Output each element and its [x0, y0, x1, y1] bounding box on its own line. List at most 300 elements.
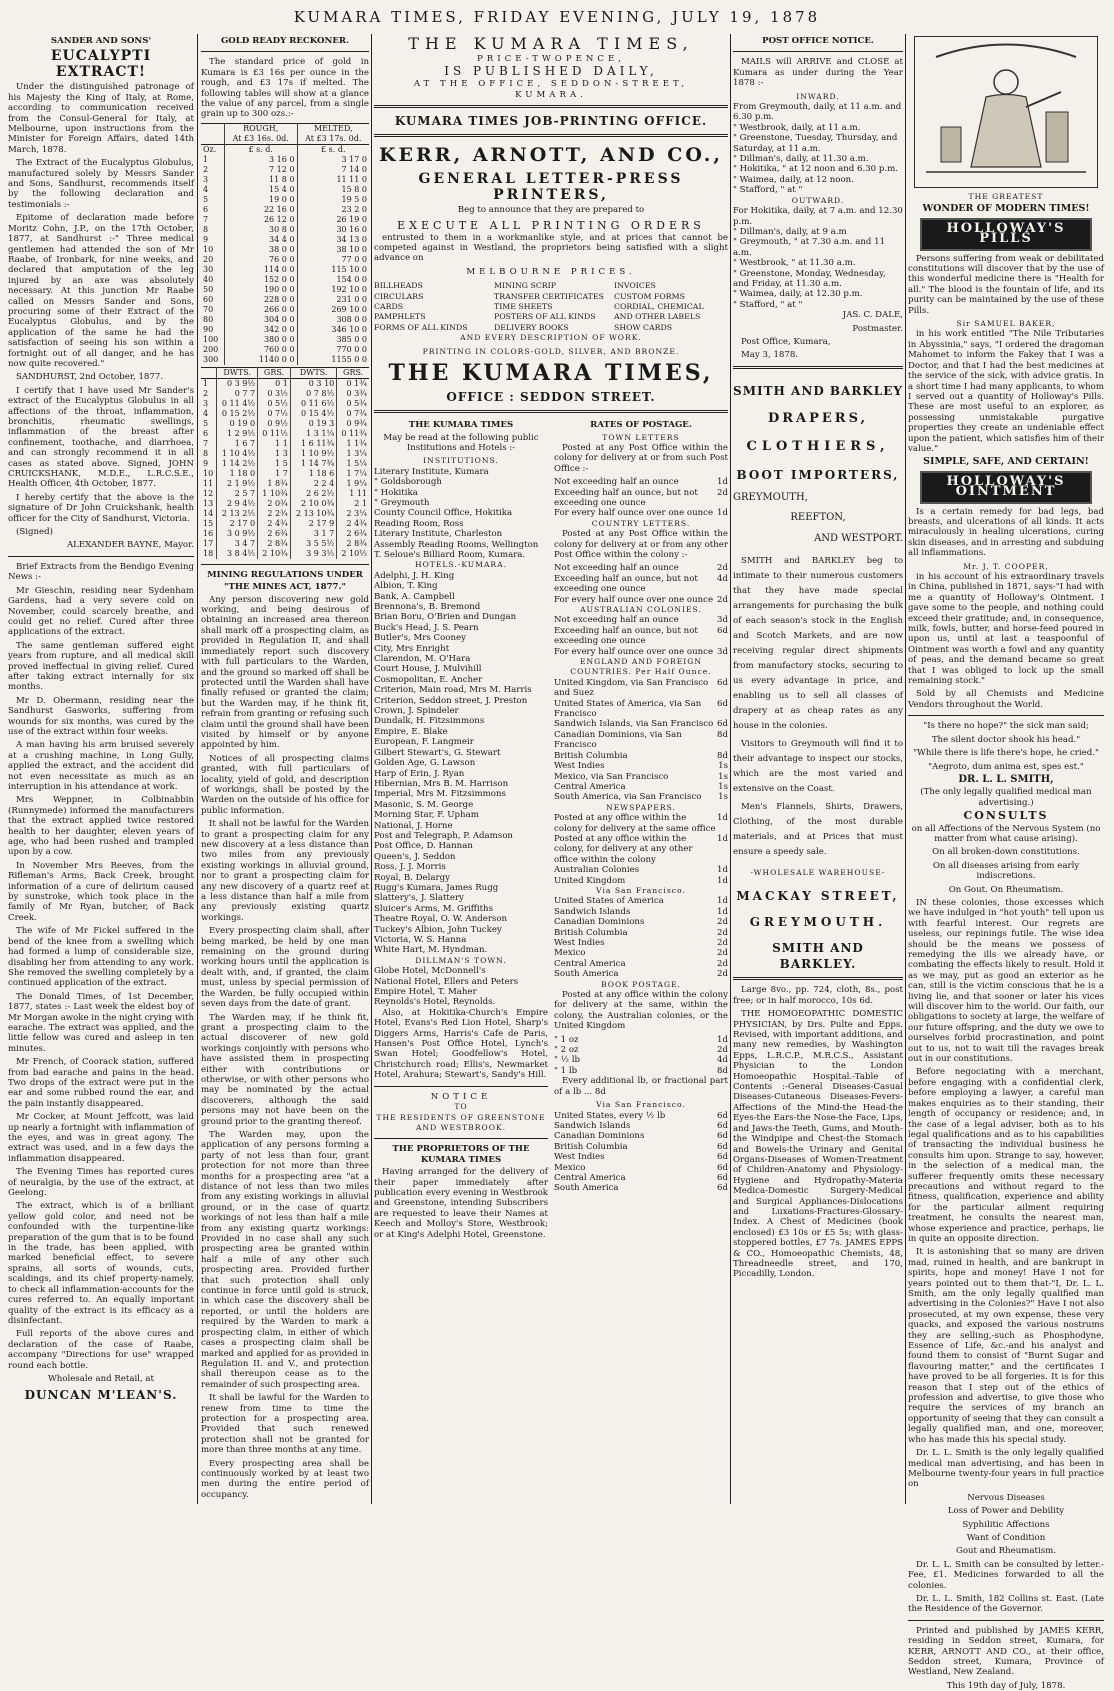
rate-row — [554, 730, 728, 751]
rate-value: 1d — [717, 477, 728, 488]
paper-price: PRICE-TWOPENCE, — [476, 54, 626, 64]
quote-line: "While there is life there's hope, he cried." — [913, 748, 1099, 759]
table-row — [201, 275, 369, 285]
section-heading: POST OFFICE NOTICE. — [762, 36, 874, 46]
paragraph: in his account of his extraordinary travels in China, published in 1871, says-"I had with me a quantity of Holloway's Ointment. I gave some to the people, and nothing could exceed their gratitude; and, in consequence, milk, fowls, butter, and horse-feed poured in upon us, until at last a teaspoonful of Ointment was worth a fowl and any quantity of peas, and the demand became so great that I was obliged to lock up the small remaining stock." — [908, 572, 1104, 687]
rate-value: 6d — [717, 1162, 728, 1173]
hotel-item: European, F. Langmeir — [374, 737, 474, 748]
hygeia-illustration — [914, 36, 1098, 188]
table-cell: 2 10 0¾ — [290, 499, 336, 509]
paragraph: The wife of Mr Fickel suffered in the bend of the knee from a swelling which had formed a lump of considerable size, disabling her from attending to any work. She removed the swelling completely by a continued application of the extract. — [8, 926, 194, 989]
subheading: AUSTRALIAN COLONIES. — [580, 605, 702, 614]
table-row-label: 14 — [203, 508, 214, 518]
rate-row — [554, 1066, 728, 1076]
mail-schedule-item: " Hokitika, " at 12 noon and 6.30 p.m. — [733, 164, 898, 175]
section-heading: RATES OF POSTAGE. — [590, 420, 692, 431]
rate-label: Posted at any office within the colony, for delivery at any other office within the colony — [554, 833, 693, 865]
divider — [201, 564, 369, 565]
divider — [733, 366, 903, 369]
job-printing-heading: KUMARA TIMES JOB-PRINTING OFFICE. — [394, 114, 708, 129]
rate-value: 1d — [717, 896, 728, 907]
paragraph: It is astonishing that so many are driven mad, ruined in health, and are bankrupt in spirits, hope and money! Have I not for years pointed out to them that-"I, Dr. L. L. Smith, am the only legally qualified man advertising in the Colonies?" Have I not also prosecuted, at my own expense, these very quacks, and exposed the various nostrums they are selling,-such as Phosphodyne, Essence of Life, &c.-and his analyst and found them to consist of "Burnt Sugar and flavouring matter," and the certificates I have proved to be all forgeries. It is for this reason that I step out of the ethics of profession and advertise, to give those who require the services of my branch an opportunity of seeing that they can consult a legally qualified man, and one, moreover, who has made this his special study. — [908, 1247, 1104, 1445]
column-gold-reckoner — [201, 34, 369, 1504]
table-cell: 1 10 4½ — [217, 449, 258, 459]
hotel-item: Albion, T. King — [374, 581, 438, 592]
mail-schedule-item: For Hokitika, daily, at 7 a.m. and 12.30 p.m. — [733, 206, 903, 227]
rate-value: 8d — [717, 1065, 728, 1076]
table-cell: 770 0 0 — [297, 345, 369, 355]
rate-row — [554, 1183, 728, 1193]
table-cell: 11 8 0 — [224, 175, 297, 185]
hotel-item: Butler's, Mrs Cooney — [374, 633, 466, 644]
paper-office-line: OFFICE : SEDDON STREET. — [446, 390, 656, 405]
rate-label: Exceeding half an ounce, but not exceeding one ounce — [554, 573, 698, 595]
mail-schedule-item: " Stafford, " at " — [733, 299, 803, 310]
paragraph: Is a certain remedy for bad legs, bad breasts, and ulcerations of all kinds. It acts miraculously in healing ulcerations, curing skin diseases, and in arresting and subduing all inflammations. — [908, 506, 1104, 559]
table-cell: 114 0 0 — [224, 265, 297, 275]
institution-item: Assembly Reading Rooms, Wellington — [374, 539, 539, 550]
column-rule — [371, 34, 372, 1504]
table-row-label: 4 — [203, 408, 209, 418]
rate-row — [554, 488, 728, 509]
table-cell: 0 11¾ — [337, 429, 369, 439]
table-row — [201, 429, 369, 439]
table-row-label: 1 — [203, 378, 209, 388]
table-cell: 0 7½ — [258, 409, 291, 419]
hotel-item: National, J. Horne — [374, 820, 453, 831]
advert-headline: SIMPLE, SAFE, AND CERTAIN! — [923, 456, 1089, 468]
table-row-label: 2 — [203, 388, 209, 398]
subheading: COUNTRY LETTERS. — [591, 518, 691, 528]
job-type-item: PAMPHLETS — [374, 312, 426, 322]
rate-label: South America — [554, 1183, 619, 1194]
table-cell: 0 15 4½ — [290, 409, 336, 419]
job-type-item: POSTERS OF ALL KINDS — [494, 312, 596, 322]
table-cell: 3 4 7 — [217, 539, 258, 549]
rate-value: 2d — [717, 917, 728, 928]
table-cell: 1 18 0 — [217, 469, 258, 479]
rate-row — [554, 615, 728, 625]
rate-label: West Indies — [554, 938, 605, 948]
table-cell: 2 13 10¾ — [290, 509, 336, 519]
table-cell: 2 17 9 — [290, 519, 336, 529]
rate-value: 1s — [718, 761, 728, 772]
drapers-line: DRAPERS, — [767, 410, 869, 426]
section-heading: MINING REGULATIONS UNDER — [207, 569, 363, 580]
table-cell: 2 4¾ — [258, 519, 291, 529]
paper-published: IS PUBLISHED DAILY, — [444, 64, 658, 79]
rate-label: Central America — [554, 958, 626, 969]
paragraph: On Gout. On Rheumatism. — [948, 884, 1064, 895]
firm-name: KERR, ARNOTT, AND CO., — [379, 144, 723, 167]
ailment-line: Gout and Rheumatism. — [955, 1546, 1057, 1557]
paragraph: Mr Gieschin, residing near Sydenham Gardens, had a very severe cold on November, could scarcely breathe, and could get no relief. Cured after three applications of the extract. — [8, 585, 194, 638]
quote-line: The silent doctor shook his head." — [931, 734, 1081, 745]
rate-value: 1d — [717, 906, 728, 917]
rate-row — [554, 782, 728, 792]
rate-label: Sandwich Islands, via San Francisco — [554, 719, 714, 730]
rate-label: South America, via San Francisco — [554, 792, 702, 803]
table-cell: 231 0 0 — [297, 295, 369, 305]
rate-label: United States of America — [554, 896, 664, 907]
table-cell: 76 0 0 — [224, 255, 297, 265]
paragraph: Any person discovering new gold working, and being desirous of obtaining an increased area thereon shall mark off a prospecting claim, as provided in Regulation II, and shall immediately report such discovery with full particulars to the Warden, and the ground so marked off shall be protected until the Warden shall have finally refused or granted the claim; but the Warden may, if he think fit, refrain from granting or refusing such claim until the ground shall have been visited by himself or by anyone appointed by him. — [201, 594, 369, 751]
paragraph: Wholesale and Retail, at — [47, 1373, 155, 1384]
table-cell: 0 15 2½ — [217, 409, 258, 419]
col-header: GRS. — [258, 367, 291, 378]
ailment-line: Syphilitic Affections — [962, 1519, 1050, 1530]
table-cell: 77 0 0 — [297, 255, 369, 265]
paragraph: Sold by all Chemists and Medicine Vendors throughout the World. — [908, 689, 1104, 710]
rate-row — [554, 959, 728, 969]
rate-value: 2d — [717, 487, 728, 498]
table-row — [201, 499, 369, 509]
paragraph: Every prospecting claim shall, after being marked, be held by one man remaining on the ground during working hours until the application is dealt with, and, if granted, the claim must, unless by special permission of the Warden, be fully occupied within seven days from the date of grant. — [201, 926, 369, 1010]
rate-row — [554, 865, 728, 875]
col-header: MELTED, — [313, 123, 353, 133]
rate-value: 6d — [717, 1141, 728, 1152]
table-row-label: 13 — [203, 498, 214, 508]
table-row-label: 30 — [203, 264, 214, 274]
rate-label: Not exceeding half an ounce — [554, 563, 679, 574]
job-types-grid — [374, 281, 728, 333]
hotel-item: Criterion, Main road, Mrs M. Harris — [374, 685, 532, 696]
paragraph: Before negociating with a merchant, before engaging with a confidential clerk, before employing a lawyer, a careful man makes enquiries as to their standing, their length of occupancy or residence; and, in the case of a legal adviser, both as to his legal qualifications and as to his capabilities of transacting the individual business he consults him upon. Strange to say, however, in the selection of a medical man, the sufferer frequently omits these necessary precautions and without regard to the fitness, qualification, experience and ability for the particular ailment requiring treatment, he consults the nearest man, whose experience and practice, perhaps, lie in quite an opposite direction. — [908, 1067, 1104, 1244]
table-cell: 19 5 0 — [297, 195, 369, 205]
quote-line: "Is there no hope?" the sick man said; — [923, 721, 1089, 732]
column-rule — [197, 34, 198, 1504]
table-row-label: 9 — [203, 458, 209, 468]
rate-label: British Columbia — [554, 750, 628, 761]
table-cell: 2 4¾ — [337, 519, 369, 529]
table-cell: 0 9¾ — [337, 419, 369, 429]
rate-label: South America — [554, 969, 619, 980]
signature-line: JAS. C. DALE, — [842, 310, 903, 321]
table-cell: 1 5¼ — [337, 459, 369, 469]
subheading: Via San Francisco. — [596, 885, 686, 895]
table-cell: 380 0 0 — [224, 335, 297, 345]
street-line: MACKAY STREET, — [736, 889, 900, 904]
execute-line: EXECUTE ALL PRINTING ORDERS — [397, 218, 705, 232]
imprint: Printed and published by JAMES KERR, residing in Seddon street, Kumara, for KERR, ARNOTT AND CO., at their office, Seddon street, Kumara, Province of Westland, New Zealand. — [908, 1625, 1104, 1678]
column-holloway-and-smith — [908, 34, 1104, 1691]
rate-value: 1s — [718, 781, 728, 792]
rate-value: 2d — [717, 938, 728, 948]
job-type-item: CUSTOM FORMS — [614, 291, 685, 301]
table-row — [201, 205, 369, 215]
table-cell: 7 12 0 — [224, 165, 297, 175]
signature-line: Postmaster. — [852, 323, 903, 334]
job-type-item: CIRCULARS — [374, 291, 424, 301]
table-cell: 342 0 0 — [224, 325, 297, 335]
rate-label: " 1 lb — [554, 1065, 578, 1076]
rate-label: United States of America, via San Francisco — [554, 698, 702, 720]
table-row-label: 4 — [203, 184, 209, 194]
rate-value: 1d — [717, 875, 728, 886]
rate-value: 3d — [717, 615, 728, 626]
paragraph: The Warden may, if he think fit, grant a prospecting claim to the actual discoverer of new gold workings conjointly with persons who have assisted them in prospecting either with contributions or otherwise, or with other persons who may be nominated by the actual discoverers, although the said persons may not have been on the ground prior to the granting thereof. — [201, 1012, 369, 1127]
paragraph: Mr D. Obermann, residing near the Sandhurst Gasworks, suffering from wounds for six months, was cured by the use of the extract within four weeks. — [8, 695, 194, 737]
paragraph: On all diseases arising from early indiscretions. — [932, 860, 1080, 882]
quote-line: "Aegroto, dum anima est, spes est." — [928, 761, 1084, 772]
hotel-item: Bank, A. Campbell — [374, 591, 455, 602]
table-cell: 19 0 0 — [224, 195, 297, 205]
table-cell: 11 11 0 — [297, 175, 369, 185]
table-cell: 38 10 0 — [297, 245, 369, 255]
subheading: Via San Francisco. — [596, 1100, 686, 1110]
table-cell: 1155 0 0 — [297, 355, 369, 365]
rate-value: 3d — [717, 646, 728, 657]
hotel-item: National Hotel, Ellers and Peters — [374, 976, 519, 987]
table-row — [201, 215, 369, 225]
table-row — [201, 175, 369, 185]
mail-schedule-item: From Greymouth, daily, at 11 a.m. and 6.30 p.m. — [733, 102, 902, 123]
divider — [374, 1138, 548, 1139]
paragraph: MAILS will ARRIVE and CLOSE at Kumara as under during the Year 1878 :- — [733, 57, 903, 89]
consults-heading: CONSULTS — [963, 809, 1049, 823]
paragraph: Mr French, of Coorack station, suffered from bad earache and pains in the head. Two drops of the extract were put in the ear and some rubbed round the ear, and the pain instantly disappeared. — [8, 1057, 194, 1109]
paragraph: Dr. L. L. Smith can be consulted by letter.-Fee, £1. Medicines forwarded to all the colonies. — [908, 1559, 1104, 1591]
rate-row — [554, 907, 728, 917]
paragraph: A man having his arm bruised severely at a crushing machine, in Long Gully, applied the extract, and the accident did not even necessitate as much as an interruption in his attendance at work. — [8, 740, 194, 792]
table-row-label: 8 — [203, 448, 209, 458]
paragraph: Having arranged for the delivery of their paper immediately after publication every evening in Westbrook and Greenstone, intending Subscribers are requested to leave their Names at Keech and Molloy's Store, Westbrook; or at King's Adelphi Hotel, Greenstone. — [374, 1167, 548, 1240]
paragraph: THE HOMOEOPATHIC DOMESTIC PHYSICIAN, by Drs. Pulte and Epps. Revised, with important additions, and many new remedies, by Washington Epps, L.R.C.P., M.R.C.S., Assistant Physician to the London Homoeopathic Hospital.-Table of Contents :-General Diseases-Casual Diseases-Cutaneous Diseases-Fevers-Affections of the Mind-the Head-the Eyes-the Ears-the Nose-the Face, Lips, and Jaws-the Teeth, Gums, and Mouth-the Windpipe and Chest-the Stomach and Bowels-the Urinary and Genital Organs-Diseases of Women-Treatment of Children-Anatomy and Physiology-Hygiene and Hydropathy-Materia Medica-Domestic Surgery-Medical and Surgical Appliances-Dislocations and Luxations-Fractures-Glossary-Index. A Chest of Medicines (book enclosed) £3 10s or £5 5s; with glass-stoppered bottles, £7 7s. JAMES EPPS & CO., Homoeopathic Chemists, 48, Threadneedle street, and 170, Piccadilly, London. — [733, 1009, 903, 1280]
table-row-label: 6 — [203, 428, 209, 438]
rate-value: 6d — [717, 719, 728, 730]
rate-label: British Columbia — [554, 927, 628, 938]
table-cell: 1 14 2½ — [217, 459, 258, 469]
hotel-item: Empire, E. Blake — [374, 726, 448, 737]
paragraph: The standard price of gold in Kumara is £3 16s per ounce in the rough, and £3 17s if melted. The following tables will show at a glance the value of any parcel, from a single grain up to 300 ozs.:- — [201, 57, 369, 120]
melbourne-prices: MELBOURNE PRICES. — [466, 266, 636, 277]
table-cell: 1 10 9½ — [290, 449, 336, 459]
hotel-item: Victoria, W. S. Hanna — [374, 935, 467, 945]
hotel-item: Queen's, J. Seddon — [374, 851, 456, 862]
table-cell: 1 8¾ — [258, 479, 291, 489]
table-cell: 22 16 0 — [224, 205, 297, 215]
paragraph: Visitors to Greymouth will find it to their advantage to inspect our stocks, which are the most varied and extensive on the Coast. — [733, 739, 903, 794]
table-cell: 266 0 0 — [224, 305, 297, 315]
rate-value: 1s — [718, 792, 728, 803]
col-header: DWTS. — [217, 367, 258, 378]
notice-heading: NOTICE — [430, 1091, 492, 1102]
rate-value: 2d — [717, 969, 728, 980]
subheading: INSTITUTIONS. — [423, 456, 499, 466]
table-cell: 3 5 5½ — [290, 539, 336, 549]
ailment-line: Want of Condition — [966, 1532, 1046, 1543]
advert-title: EUCALYPTI EXTRACT! — [50, 48, 152, 81]
table-cell: 3 17 0 — [297, 155, 369, 165]
column-rule — [905, 34, 906, 1504]
table-row-label: 300 — [203, 354, 219, 364]
table-cell: 26 12 0 — [224, 215, 297, 225]
paragraph: Also, at Hokitika-Church's Empire Hotel, Evans's Red Lion Hotel, Sharp's Diggers Arms, Harris's Cafe de Paris, Hansen's Post Office Hotel, Lynch's Swan Hotel; Goodfellow's Hotel, Christchurch road; Ellis's, Newmarket Hotel, Arahura; Stewart's, Sandy's Hill. — [374, 1007, 548, 1081]
rate-row — [554, 969, 728, 979]
table-cell: 2 17 0 — [217, 519, 258, 529]
paragraph: SANDHURST, 2nd October, 1877. — [16, 372, 164, 383]
rate-value: 1d — [717, 865, 728, 876]
seated-figure-icon — [915, 37, 1097, 187]
paragraph: The extract, which is of a brilliant yellow gold color, and need not be confounded with the turpentine-like preparation of the gum that is to be found in the trade, has been applied, with marked beneficial effect, to severe sprains, all sorts of wounds, cuts, scaldings, and its chief property-namely, to check all inflammation-accounts for the cures referred to. An equally important quality of the extract is its efficacy as a disinfectant. — [8, 1201, 194, 1326]
rate-row — [554, 563, 728, 573]
table-cell: 154 0 0 — [297, 275, 369, 285]
rate-row — [554, 508, 728, 518]
rate-row — [554, 792, 728, 802]
table-row — [201, 449, 369, 459]
column-kumara-times — [374, 34, 728, 1504]
table-cell: 760 0 0 — [224, 345, 297, 355]
table-row-label: 6 — [203, 204, 209, 214]
paragraph: Persons suffering from weak or debilitated constitutions will discover that by the use of this wonderful medicine there is "Health for all." The blood is the fountain of life, and its purity can be maintained by the use of these Pills. — [908, 253, 1104, 316]
institution-item: " Goldsborough — [374, 477, 442, 488]
doctor-name: DR. L. L. SMITH, — [958, 773, 1054, 785]
rate-row — [554, 896, 728, 906]
divider — [908, 1620, 1104, 1621]
paper-title-large: THE KUMARA TIMES, — [388, 360, 714, 387]
rate-value: 4d — [717, 573, 728, 584]
rate-label: Not exceeding half an ounce — [554, 615, 679, 626]
table-row — [201, 529, 369, 539]
table-row-label: 100 — [203, 334, 219, 344]
caption: THE GREATEST — [968, 192, 1044, 201]
table-row — [201, 155, 369, 165]
rate-row — [554, 595, 728, 605]
table-row — [201, 399, 369, 409]
paragraph: Dr. L. L. Smith, 182 Collins st. East. (Late the Residence of the Governor. — [908, 1593, 1104, 1615]
table-row-label: 200 — [203, 344, 219, 354]
table-row-label: 40 — [203, 274, 214, 284]
rate-label: Mexico, via San Francisco — [554, 771, 669, 782]
mail-schedule-item: " Westbrook, " at 11.30 a.m. — [733, 258, 856, 269]
rate-label: United Kingdom — [554, 875, 626, 886]
job-type-item: INVOICES — [614, 281, 656, 291]
table-row — [201, 245, 369, 255]
hotel-item: Tuckey's Albion, John Tuckey — [374, 924, 502, 935]
hotel-item: Adelphi, J. H. King — [374, 570, 455, 581]
paragraph: The Warden may, upon the application of any persons forming a party of not less than four, grant protection for not more than three months for a prospecting area "at a distance of not less than two miles from any existing workings in alluvial ground, or in the case of quartz workings of not less than half a mile from any existing quartz workings: Provided in no case shall any such prospecting area be granted within half a mile of any other such prospecting area. Provided further that such protection shall only continue in force until gold is struck, in which case the discovery shall be reported, or until the holders are required by the Warden to mark a prospecting claim, in either of which cases a prospecting claim shall be marked and applied for as provided in Regulation II. and V., and protection shall thereupon cease as to the remainder of such prospecting area. — [201, 1129, 369, 1390]
hotel-item: Royal, B. Delargy — [374, 872, 450, 883]
rate-row — [554, 928, 728, 938]
hotel-item: Morning Star, F. Upham — [374, 810, 479, 821]
job-type-item: SHOW CARDS — [614, 322, 673, 332]
paragraph: Post Office, Kumara, — [741, 336, 831, 347]
drapers-name: SMITH AND BARKLEY. — [772, 941, 864, 972]
table-cell: 1 11 — [337, 489, 369, 499]
mail-schedule-item: " Greymouth, " at 7.30 a.m. and 11 a.m. — [733, 237, 886, 258]
table-cell: 3 1 7 — [290, 529, 336, 539]
table-cell: 1 6 7 — [217, 439, 258, 449]
table-cell: 115 10 0 — [297, 265, 369, 275]
institution-item: " Greymouth — [374, 497, 430, 508]
rate-label: West Indies — [554, 1152, 605, 1163]
hotel-item: Theatre Royal, O. W. Anderson — [374, 914, 508, 925]
table-cell: 3 16 0 — [224, 155, 297, 165]
paragraph: on all Affections of the Nervous System (no matter from what cause arising). — [911, 823, 1101, 844]
rate-value: 6d — [717, 1152, 728, 1163]
hotel-item: Masonic, S. M. George — [374, 799, 474, 810]
rate-label: Mexico — [554, 948, 586, 959]
table-cell: 3 0 9½ — [217, 529, 258, 539]
hotel-item: Buck's Head, J. S. Pearn — [374, 622, 479, 633]
divider — [374, 105, 728, 108]
rate-row — [554, 813, 728, 834]
table-row — [201, 225, 369, 235]
divider — [374, 1086, 548, 1087]
paragraph: Every prospecting area shall be continuously worked by at least two men during the entire period of occupancy. — [201, 1458, 369, 1500]
subheading: DILLMAN'S TOWN. — [415, 955, 507, 965]
town-line: GREYMOUTH, — [733, 491, 808, 503]
col-subheader: At £3 16s. 0d. — [232, 133, 289, 143]
rate-row — [554, 1055, 728, 1065]
mail-schedule-item: " Westbrook, daily, at 11 a.m. — [733, 122, 861, 133]
paragraph: The Donald Times, of 1st December, 1877, states :- Last week the eldest boy of Mr Morgan awoke in the night crying with earache. The extract was applied, and the little fellow was cured and asleep in ten minutes. — [8, 991, 194, 1054]
rate-row — [554, 948, 728, 958]
table-cell: 2 6 2½ — [290, 489, 336, 499]
hotel-item: Brennona's, B. Bremond — [374, 602, 481, 612]
table-cell: 269 10 0 — [297, 305, 369, 315]
rate-row — [554, 626, 728, 647]
rate-row — [554, 938, 728, 948]
subheading: ENGLAND AND FOREIGN COUNTRIES. Per Half Ounce. — [570, 657, 712, 677]
table-cell: 0 1 — [258, 378, 291, 389]
divider — [201, 51, 369, 52]
table-cell: 0 9½ — [258, 419, 291, 429]
paragraph: May 3, 1878. — [741, 350, 799, 361]
rate-label: Exceeding half an ounce, but not exceeding one ounce — [554, 487, 698, 508]
paper-office: AT THE OFFICE, SEDDON-STREET, — [413, 79, 689, 90]
rate-value: 6d — [717, 625, 728, 636]
rate-label: Not exceeding half an ounce — [554, 477, 679, 488]
table-cell: 228 0 0 — [224, 295, 297, 305]
table-row-label: 10 — [203, 468, 214, 478]
rate-row — [554, 699, 728, 720]
hotel-item: Court House, J. Mulvihill — [374, 664, 482, 675]
table-cell: 152 0 0 — [224, 275, 297, 285]
table-row-label: 7 — [203, 214, 209, 224]
rate-row — [554, 719, 728, 729]
paragraph: (Signed) — [16, 527, 53, 538]
table-row-label: 80 — [203, 314, 214, 324]
rate-value: 8d — [717, 729, 728, 740]
column-post-office-and-drapers — [733, 34, 903, 1504]
rate-label: For every half ounce over one ounce — [554, 646, 714, 657]
paragraph: Notices of all prospecting claims granted, with full particulars of locality, yield of gold, and description of workings, shall be posted by the Warden on the outside of his office for public information. — [201, 753, 369, 816]
institution-item: Literary Institute, Charleston — [374, 529, 503, 540]
rate-label: Central America — [554, 781, 626, 792]
subheading: BOOK POSTAGE. — [601, 979, 681, 989]
rate-label: Canadian Dominions, via San Francisco — [554, 729, 682, 751]
hotel-item: Reynolds's Hotel, Reynolds. — [374, 997, 496, 1008]
warehouse-heading: -WHOLESALE WAREHOUSE- — [750, 868, 886, 877]
rate-value: 6d — [717, 698, 728, 709]
rate-label: " 2 oz — [554, 1045, 579, 1056]
job-type-item: FORMS OF ALL KINDS — [374, 322, 468, 332]
rate-value: 6d — [717, 1183, 728, 1194]
hotel-item: Rugg's Kumara, James Rugg — [374, 882, 499, 893]
table-cell: 2 9 4½ — [217, 499, 258, 509]
table-cell: 2 13 2½ — [217, 509, 258, 519]
table-cell: 3 9 3½ — [290, 549, 336, 559]
table-cell: 2 10½ — [337, 549, 369, 559]
job-type-item: MINING SCRIP — [494, 281, 556, 291]
table-row-label: 10 — [203, 244, 214, 254]
paragraph: Dr. L. L. Smith is the only legally qualified medical man advertising, and has been in Melbourne twenty-four years in full practice on — [908, 1448, 1104, 1490]
rate-label: Mexico — [554, 1162, 586, 1173]
advert-headline: WONDER OF MODERN TIMES! — [922, 203, 1090, 215]
rate-row — [554, 1121, 728, 1131]
table-cell: 346 10 0 — [297, 325, 369, 335]
